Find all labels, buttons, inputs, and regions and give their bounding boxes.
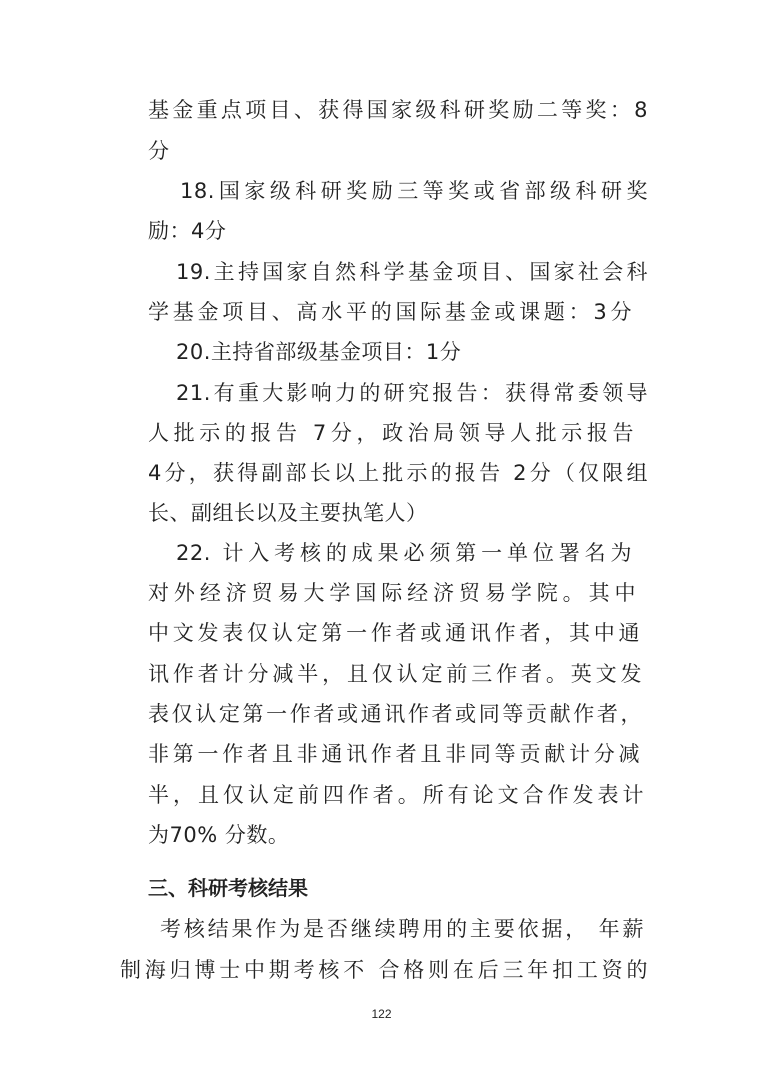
section-heading: 三、科研考核结果: [148, 876, 308, 900]
text-line: 对外经济贸易大学国际经济贸易学院。其中: [148, 581, 636, 605]
text-line: 考核结果作为是否继续聘用的主要依据， 年薪: [160, 917, 644, 941]
text-line: 讯作者计分减半，且仅认定前三作者。英文发: [148, 662, 642, 686]
text-line: 21.有重大影响力的研究报告：获得常委领导: [176, 381, 648, 405]
text-line: 分: [148, 139, 170, 163]
text-line: 20.主持省部级基金项目：1分: [176, 340, 462, 364]
text-line: 制海归博士中期考核不 合格则在后三年扣工资的: [120, 958, 648, 982]
text-line: 学基金项目、高水平的国际基金或课题：3分: [148, 300, 632, 324]
text-line: 半，且仅认定前四作者。所有论文合作发表计: [148, 783, 644, 807]
text-line: 励：4分: [148, 219, 227, 243]
text-line: 人批示的报告 7分，政治局领导人批示报告: [148, 421, 634, 445]
text-line: 为70% 分数。: [148, 823, 290, 847]
text-line: 中文发表仅认定第一作者或通讯作者，其中通: [148, 621, 640, 645]
text-line: 22. 计入考核的成果必须第一单位署名为: [176, 541, 632, 565]
text-line: 19.主持国家自然科学基金项目、国家社会科: [176, 260, 648, 284]
text-line: 4分，获得副部长以上批示的报告 2分（仅限组: [148, 461, 648, 485]
text-line: 长、副组长以及主要执笔人）: [148, 501, 428, 525]
text-line: 基金重点项目、获得国家级科研奖励二等奖：8: [148, 98, 648, 122]
text-line: 18.国家级科研奖励三等奖或省部级科研奖: [180, 179, 648, 203]
text-line: 非第一作者且非通讯作者且非同等贡献计分减: [148, 742, 640, 766]
text-line: 表仅认定第一作者或通讯作者或同等贡献作者，: [148, 702, 642, 726]
page-number: 122: [371, 1007, 392, 1021]
